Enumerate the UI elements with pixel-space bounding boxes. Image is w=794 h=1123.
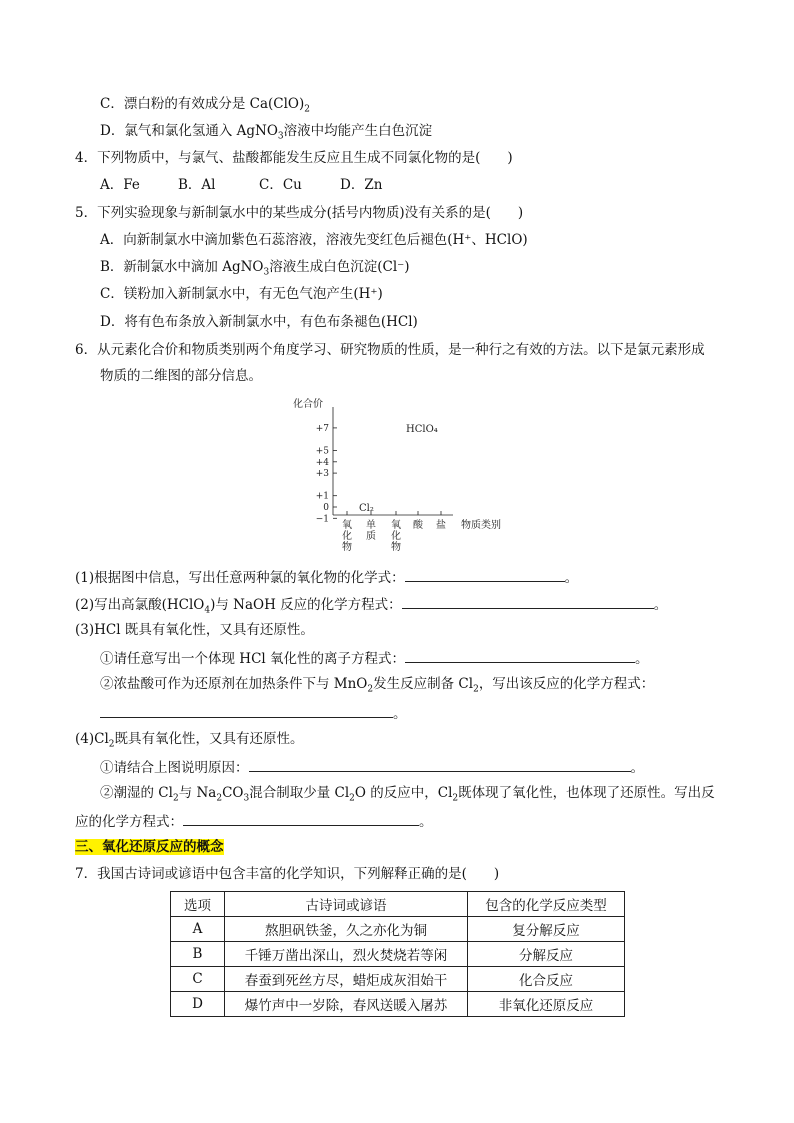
- q6-part-2-text-2: )与 NaOH 反应的化学方程式：: [210, 597, 402, 613]
- subscript: 2: [172, 793, 179, 804]
- q6-part-4-text: (4)Cl: [75, 731, 109, 747]
- table-cell: B: [171, 942, 225, 967]
- q6-part-2-text: (2)写出高氯酸(HClO: [75, 597, 205, 613]
- section-3-title: 三、氧化还原反应的概念: [75, 839, 224, 855]
- q3-option-c: [100, 95, 310, 113]
- table-row: [171, 942, 625, 967]
- subscript: 2: [108, 739, 115, 750]
- q3-option-d-text-2: 溶液中均能产生白色沉淀: [283, 123, 433, 139]
- table-row: [171, 967, 625, 992]
- answer-blank[interactable]: [405, 648, 635, 663]
- subscript: 4: [204, 605, 211, 616]
- x-tick-label: 化: [342, 531, 352, 542]
- q5-option-a: A．向新制氯水中滴加紫色石蕊溶液，溶液先变红色后褪色(H⁺、HClO): [100, 232, 528, 248]
- q5-option-b-text: B．新制氯水中滴加 AgNO: [100, 259, 264, 275]
- x-tick-label: 化: [391, 531, 401, 542]
- q6-part-4-1: [100, 757, 644, 777]
- q6-stem-line-2: 物质的二维图的部分信息。: [100, 368, 262, 384]
- data-label: HClO₄: [406, 423, 438, 435]
- table-cell: C: [171, 967, 225, 992]
- q3-option-d: [100, 122, 432, 140]
- y-tick-label: −1: [315, 514, 329, 525]
- q5-stem: 5．下列实验现象与新制氯水中的某些成分(括号内物质)没有关系的是( ): [75, 205, 524, 221]
- chlorine-valence-chart: [288, 393, 518, 558]
- y-tick-label: +5: [315, 446, 329, 457]
- q6-part-4-2-text-5: O 的反应中，Cl: [354, 785, 453, 801]
- x-tick-label: 质: [366, 531, 376, 542]
- table-row: [171, 992, 625, 1017]
- answer-blank[interactable]: [405, 567, 565, 582]
- q4-stem: 4．下列物质中，与氯气、盐酸都能发生反应且生成不同氯化物的是( ): [75, 150, 513, 166]
- y-tick-label: +7: [315, 423, 329, 434]
- q6-part-4-2-cont: [75, 811, 433, 831]
- subscript: 2: [473, 684, 479, 695]
- table-cell: 春蚕到死丝方尽，蜡炬成灰泪始干: [225, 967, 468, 992]
- q6-part-4-2-text-3: CO: [222, 785, 244, 801]
- period: 。: [653, 597, 668, 613]
- q4-option-a: A．Fe: [100, 177, 140, 193]
- q6-part-1-text: (1)根据图中信息，写出任意两种氯的氧化物的化学式：: [75, 570, 405, 586]
- period: 。: [630, 760, 644, 776]
- table-header: 古诗词或谚语: [225, 892, 468, 917]
- y-tick-label: 0: [323, 503, 329, 513]
- table-header: 包含的化学反应类型: [468, 892, 625, 917]
- q6-part-3-2: [100, 675, 654, 693]
- period: 。: [635, 651, 649, 667]
- section-heading: [75, 838, 224, 856]
- q4-options: [100, 176, 382, 194]
- table-cell: 爆竹声中一岁除，春风送暖入屠苏: [225, 992, 468, 1017]
- y-axis-label: 化合价: [293, 399, 323, 410]
- q6-part-4-2-text: ②潮湿的 Cl: [100, 785, 173, 801]
- q5-option-c: C．镁粉加入新制氯水中，有无色气泡产生(H⁺): [100, 286, 383, 302]
- table-cell: 分解反应: [468, 942, 625, 967]
- subscript: 3: [277, 131, 284, 142]
- answer-blank[interactable]: [183, 811, 419, 826]
- table-cell: 熬胆矾铁釜，久之亦化为铜: [225, 917, 468, 942]
- answer-blank[interactable]: [100, 703, 393, 718]
- table-row: [171, 917, 625, 942]
- x-tick-label: 盐: [436, 520, 446, 531]
- q6-part-3-2-text-3: ，写出该反应的化学方程式：: [478, 676, 655, 692]
- q6-part-3: (3)HCl 既具有氧化性，又具有还原性。: [75, 622, 314, 638]
- data-label: Cl₂: [359, 503, 374, 514]
- subscript: 3: [263, 267, 270, 278]
- q3-option-c-text: C．漂白粉的有效成分是 Ca(ClO): [100, 96, 305, 112]
- period: 。: [564, 570, 579, 586]
- q6-part-3-1-text: ①请任意写出一个体现 HCl 氧化性的离子方程式：: [100, 651, 406, 667]
- q5-option-b-text-2: 溶液生成白色沉淀(Cl⁻): [269, 259, 410, 275]
- q6-stem-line-1: 6．从元素化合价和物质类别两个角度学习、研究物质的性质，是一种行之有效的方法。以下是氯元素形成: [75, 342, 705, 358]
- subscript: 2: [367, 684, 374, 695]
- q6-part-3-2-text: ②浓盐酸可作为还原剂在加热条件下与 MnO: [100, 676, 368, 692]
- q6-part-2: [75, 594, 667, 614]
- q6-part-3-2-text-2: 发生反应制备 Cl: [373, 676, 474, 692]
- subscript: 2: [304, 104, 310, 115]
- x-tick-label: 酸: [413, 520, 423, 531]
- subscript: 2: [216, 793, 223, 804]
- q7-table: [170, 891, 625, 1017]
- q7-stem: 7．我国古诗词或谚语中包含丰富的化学知识，下列解释正确的是( ): [75, 866, 500, 882]
- answer-blank[interactable]: [249, 757, 631, 772]
- table-cell: A: [171, 917, 225, 942]
- q4-option-b: B．Al: [178, 177, 216, 193]
- table-header-row: [171, 892, 625, 917]
- y-tick-label: +4: [315, 457, 329, 468]
- q6-part-4-2: [100, 784, 715, 802]
- period: 。: [393, 706, 407, 722]
- q6-part-3-1: [100, 648, 649, 668]
- q6-part-4-2-text-6: 既体现了氧化性，也体现了还原性。写出反: [458, 785, 715, 801]
- x-tick-label: 物: [391, 542, 401, 553]
- table-cell: D: [171, 992, 225, 1017]
- x-tick-label: 氧: [391, 520, 401, 531]
- q6-part-3-2-answer: [100, 703, 407, 723]
- x-tick-label: 单: [366, 520, 376, 531]
- table-cell: 千锤万凿出深山，烈火焚烧若等闲: [225, 942, 468, 967]
- q6-part-1: [75, 567, 578, 587]
- q5-option-b: [100, 258, 410, 276]
- q6-part-4-text-2: 既具有氧化性，又具有还原性。: [114, 731, 304, 747]
- y-tick-label: +1: [315, 491, 329, 502]
- q4-option-d: D．Zn: [340, 177, 383, 193]
- q6-part-4-2-text-7: 应的化学方程式：: [75, 814, 183, 830]
- q6-part-4-1-text: ①请结合上图说明原因：: [100, 760, 249, 776]
- table-header: 选项: [171, 892, 225, 917]
- x-axis-label: 物质类别: [461, 520, 501, 531]
- table-cell: 化合反应: [468, 967, 625, 992]
- subscript: 2: [452, 793, 459, 804]
- q6-part-4: [75, 730, 304, 748]
- period: 。: [419, 814, 433, 830]
- subscript: 3: [243, 793, 250, 804]
- q4-option-c: C．Cu: [259, 177, 302, 193]
- table-cell: 非氧化还原反应: [468, 992, 625, 1017]
- q5-option-d: D．将有色布条放入新制氯水中，有色布条褪色(HCl): [100, 314, 418, 330]
- q6-part-4-2-text-4: 混合制取少量 Cl: [249, 785, 350, 801]
- x-tick-label: 物: [342, 542, 352, 553]
- x-tick-label: 氧: [342, 520, 352, 531]
- q6-part-4-2-text-2: 与 Na: [178, 785, 217, 801]
- q3-option-d-text: D．氯气和氯化氢通入 AgNO: [100, 123, 278, 139]
- y-tick-label: +3: [315, 469, 329, 480]
- answer-blank[interactable]: [402, 594, 654, 609]
- table-cell: 复分解反应: [468, 917, 625, 942]
- subscript: 2: [349, 793, 355, 804]
